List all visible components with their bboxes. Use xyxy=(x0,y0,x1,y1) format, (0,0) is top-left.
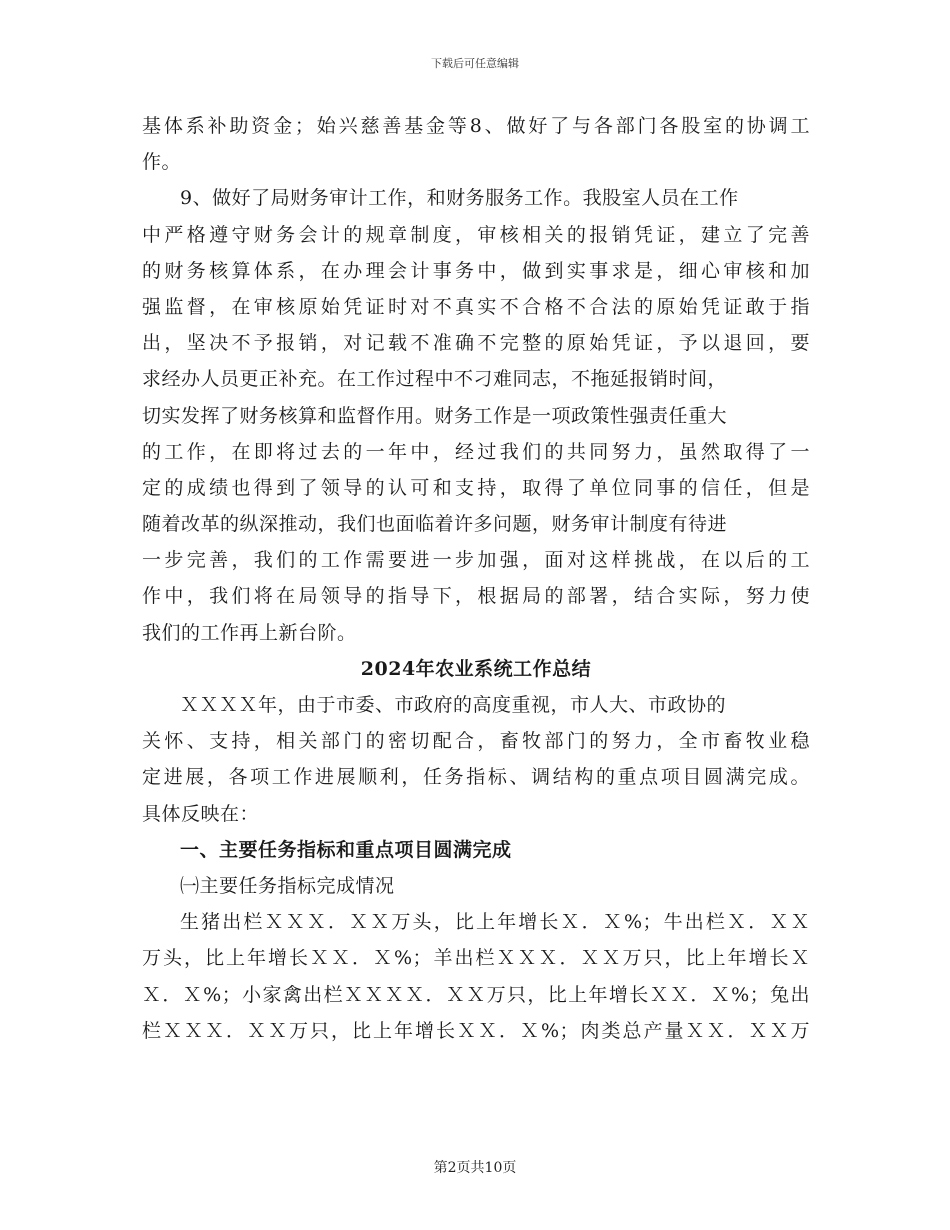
text-line: 作。 xyxy=(142,151,182,174)
text-line: 生猪出栏ＸＸＸ．ＸＸ万头，比上年增长Ｘ．Ｘ%；牛出栏Ｘ．ＸＸ xyxy=(180,911,810,934)
page-header: 下载后可任意编辑 xyxy=(431,57,519,70)
text-line: ＸＸＸＸ年，由于市委、市政府的高度重视，市人大、市政协的 xyxy=(180,694,727,716)
page-footer: 第2页共10页 xyxy=(433,1160,517,1176)
text-line: 强监督，在审核原始凭证时对不真实不合格不合法的原始凭证敢于指 xyxy=(142,295,810,318)
text-line: 作中，我们将在局领导的指导下，根据局的部署，结合实际，努力使 xyxy=(142,585,810,608)
text-line: 具体反映在： xyxy=(142,802,260,825)
document-body xyxy=(142,108,810,1049)
text-line: ㈠主要任务指标完成情况 xyxy=(180,874,395,897)
text-line: 求经办人员更正补充。在工作过程中不刁难同志，不拖延报销时间， xyxy=(142,368,728,391)
text-line: 关怀、支持，相关部门的密切配合，畜牧部门的努力，全市畜牧业稳 xyxy=(142,730,810,753)
text-line: 定的成绩也得到了领导的认可和支持，取得了单位同事的信任，但是 xyxy=(142,476,810,499)
text-line: Ｘ．Ｘ%；小家禽出栏ＸＸＸＸ．ＸＸ万只，比上年增长ＸＸ．Ｘ%；兔出 xyxy=(142,983,810,1006)
text-line: 切实发挥了财务核算和监督作用。财务工作是一项政策性强责任重大 xyxy=(142,404,728,427)
text-line: 基体系补助资金；始兴慈善基金等8、做好了与各部门各股室的协调工 xyxy=(142,115,810,137)
text-line: 万头，比上年增长ＸＸ．Ｘ%；羊出栏ＸＸＸ．ＸＸ万只，比上年增长Ｘ xyxy=(142,947,810,970)
text-line: 随着改革的纵深推动，我们也面临着许多问题，财务审计制度有待进 xyxy=(142,513,728,536)
text-line: 出，坚决不予报销，对记载不准确不完整的原始凭证，予以退回，要 xyxy=(142,332,810,355)
text-line: 的工作，在即将过去的一年中，经过我们的共同努力，虽然取得了一 xyxy=(142,440,810,463)
text-line: 一步完善，我们的工作需要进一步加强，面对这样挑战，在以后的工 xyxy=(142,549,810,572)
text-line: 的财务核算体系，在办理会计事务中，做到实事求是，细心审核和加 xyxy=(142,259,810,282)
text-line: 栏ＸＸＸ．ＸＸ万只，比上年增长ＸＸ．Ｘ%；肉类总产量ＸＸ．ＸＸ万 xyxy=(142,1019,810,1042)
section-heading: 一、主要任务指标和重点项目圆满完成 xyxy=(180,838,512,861)
text-line: 我们的工作再上新台阶。 xyxy=(142,621,357,644)
text-line: 9、做好了局财务审计工作，和财务服务工作。我股室人员在工作 xyxy=(180,187,739,210)
text-line: 中严格遵守财务会计的规章制度，审核相关的报销凭证，建立了完善 xyxy=(142,223,810,246)
text-line: 定进展，各项工作进展顺利，任务指标、调结构的重点项目圆满完成。 xyxy=(142,766,810,789)
section-title: 2024年农业系统工作总结 xyxy=(360,657,592,680)
